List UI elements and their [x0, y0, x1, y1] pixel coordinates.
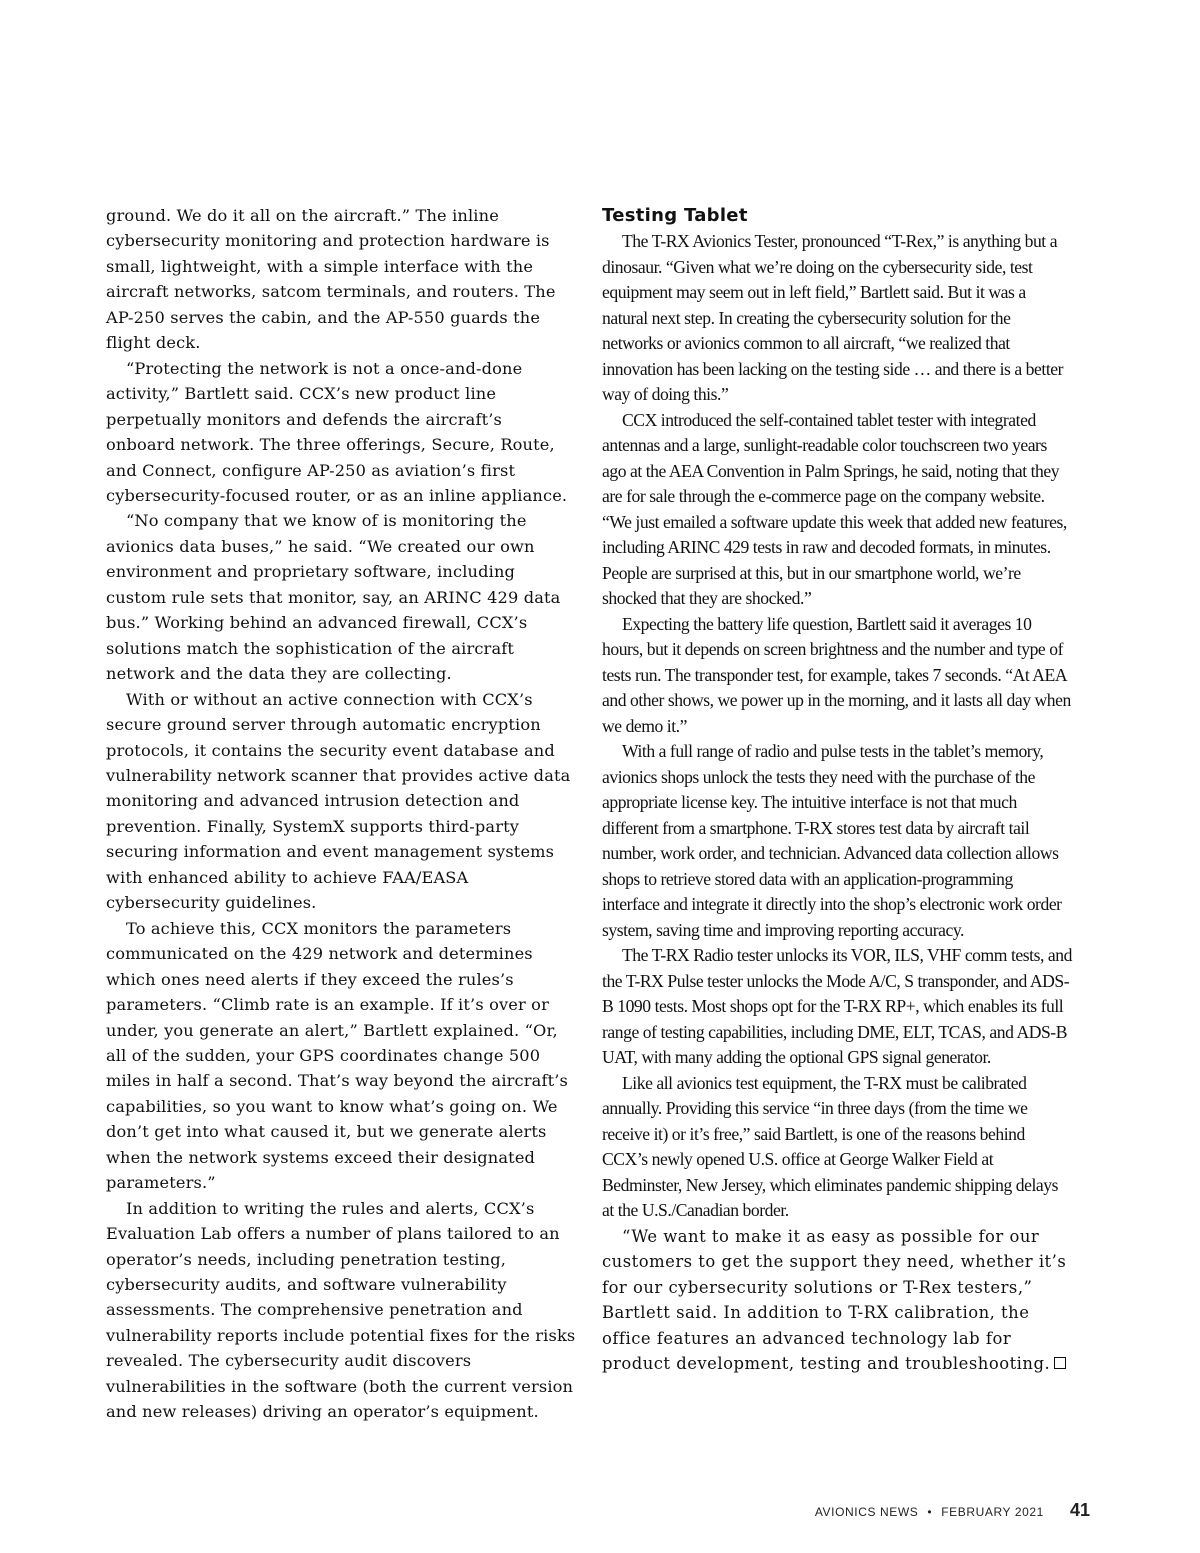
- body-paragraph: CCX introduced the self-contained tablet tester with integrated antennas and a large, sunlight-readable color touchscreen two years ago at the AEA Convention in Palm Springs, he said, noting that they are for sale through the e-commerce page on the company website. “We just emailed a software update this week that added new features, including ARINC 429 tests in raw and decoded formats, in minutes. People are surprised at this, but in our smartphone world, we’re shocked that they are shocked.”: [602, 409, 1067, 608]
- closing-paragraph: [602, 1224, 1072, 1377]
- section-subhead: Testing Tablet: [602, 205, 748, 226]
- page-number: 41: [1069, 1500, 1090, 1520]
- body-paragraph: With or without an active connection with CCX’s secure ground server through automatic encryption protocols, it contains the security event database and vulnerability network scanner that provides active data monitoring and advanced intrusion detection and prevention. Finally, SystemX supports third-party securing information and event management systems with enhanced ability to achieve FAA/EASA cybersecurity guidelines.: [106, 689, 571, 913]
- body-paragraph: The T-RX Radio tester unlocks its VOR, ILS, VHF comm tests, and the T-RX Pulse tester unlocks the Mode A/C, S transponder, and ADS-B 1090 tests. Most shops opt for the T-RX RP+, which enables its full range of testing capabilities, including DME, ELT, TCAS, and ADS-B UAT, with many adding the optional GPS signal generator.: [602, 945, 1072, 1067]
- page-footer: [815, 1500, 1090, 1521]
- body-paragraph: ground. We do it all on the aircraft.” The inline cybersecurity monitoring and protection hardware is small, lightweight, with a simple interface with the aircraft networks, satcom terminals, and routers. The AP-250 serves the cabin, and the AP-550 guards the flight deck.: [106, 206, 556, 353]
- body-paragraph: “Protecting the network is not a once-and-done activity,” Bartlett said. CCX’s new product line perpetually monitors and defends the aircraft’s onboard network. The three offerings, Secure, Route, and Connect, configure AP-250 as aviation’s first cybersecurity-focused router, or as an inline appliance.: [106, 358, 568, 505]
- end-of-article-square-icon: [1054, 1357, 1066, 1369]
- article-column-left: [106, 203, 576, 1425]
- body-paragraph: In addition to writing the rules and alerts, CCX’s Evaluation Lab offers a number of plans tailored to an operator’s needs, including penetration testing, cybersecurity audits, and software vulnerability assessments. The comprehensive penetration and vulnerability reports include potential fixes for the risks revealed. The cybersecurity audit discovers vulnerabilities in the software (both the current version and new releases) driving an operator’s equipment.: [106, 1198, 576, 1422]
- body-paragraph: Like all avionics test equipment, the T-RX must be calibrated annually. Providing this service “in three days (from the time we receive it) or it’s free,” said Bartlett, is one of the reasons behind CCX’s newly opened U.S. office at George Walker Field at Bedminster, New Jersey, which eliminates pandemic shipping delays at the U.S./Canadian border.: [602, 1072, 1059, 1220]
- body-paragraph: To achieve this, CCX monitors the parameters communicated on the 429 network and determines which ones need alerts if they exceed the rules’s parameters. “Climb rate is an example. If it’s over or under, you generate an alert,” Bartlett explained. “Or, all of the sudden, your GPS coordinates change 500 miles in half a second. That’s way beyond the aircraft’s capabilities, so you want to know what’s going on. We don’t get into what caused it, but we generate alerts when the network systems exceed their designated parameters.”: [106, 918, 569, 1193]
- body-paragraph: With a full range of radio and pulse tests in the tablet’s memory, avionics shops unlock the tests they need with the purchase of the appropriate license key. The intuitive interface is not that much different from a smartphone. T-RX stores test data by aircraft tail number, work order, and technician. Advanced data collection allows shops to retrieve stored data with an application-programming interface and integrate it directly into the shop’s electronic work order system, saving time and improving reporting accuracy.: [602, 741, 1062, 940]
- closing-paragraph-text: “We want to make it as easy as possible for our customers to get the support they need, whether it’s for our cybersecurity solutions or T-Rex testers,” Bartlett said. In addition to T-RX calibration, the office features an advanced technology lab for product development, testing and troubleshooting.: [602, 1226, 1067, 1373]
- footer-separator: •: [927, 1505, 933, 1519]
- article-column-right: [602, 203, 1072, 1377]
- body-paragraph: “No company that we know of is monitoring the avionics data buses,” he said. “We created our own environment and proprietary software, including custom rule sets that monitor, say, an ARINC 429 data bus.” Working behind an advanced firewall, CCX’s solutions match the sophistication of the aircraft network and the data they are collecting.: [106, 511, 561, 684]
- body-paragraph: Expecting the battery life question, Bartlett said it averages 10 hours, but it depends on screen brightness and the number and type of tests run. The transponder test, for example, takes 7 seconds. “At AEA and other shows, we power up in the morning, and it lasts all day when we demo it.”: [602, 613, 1071, 736]
- publication-name: AVIONICS NEWS: [814, 1505, 919, 1519]
- issue-date: FEBRUARY 2021: [941, 1505, 1044, 1519]
- body-paragraph: The T-RX Avionics Tester, pronounced “T-Rex,” is anything but a dinosaur. “Given what we’re doing on the cybersecurity side, test equipment may seem out in left field,” Bartlett said. But it was a natural next step. In creating the cybersecurity solution for the networks or avionics common to all aircraft, “we realized that innovation has been lacking on the testing side … and there is a better way of doing this.”: [602, 231, 1064, 404]
